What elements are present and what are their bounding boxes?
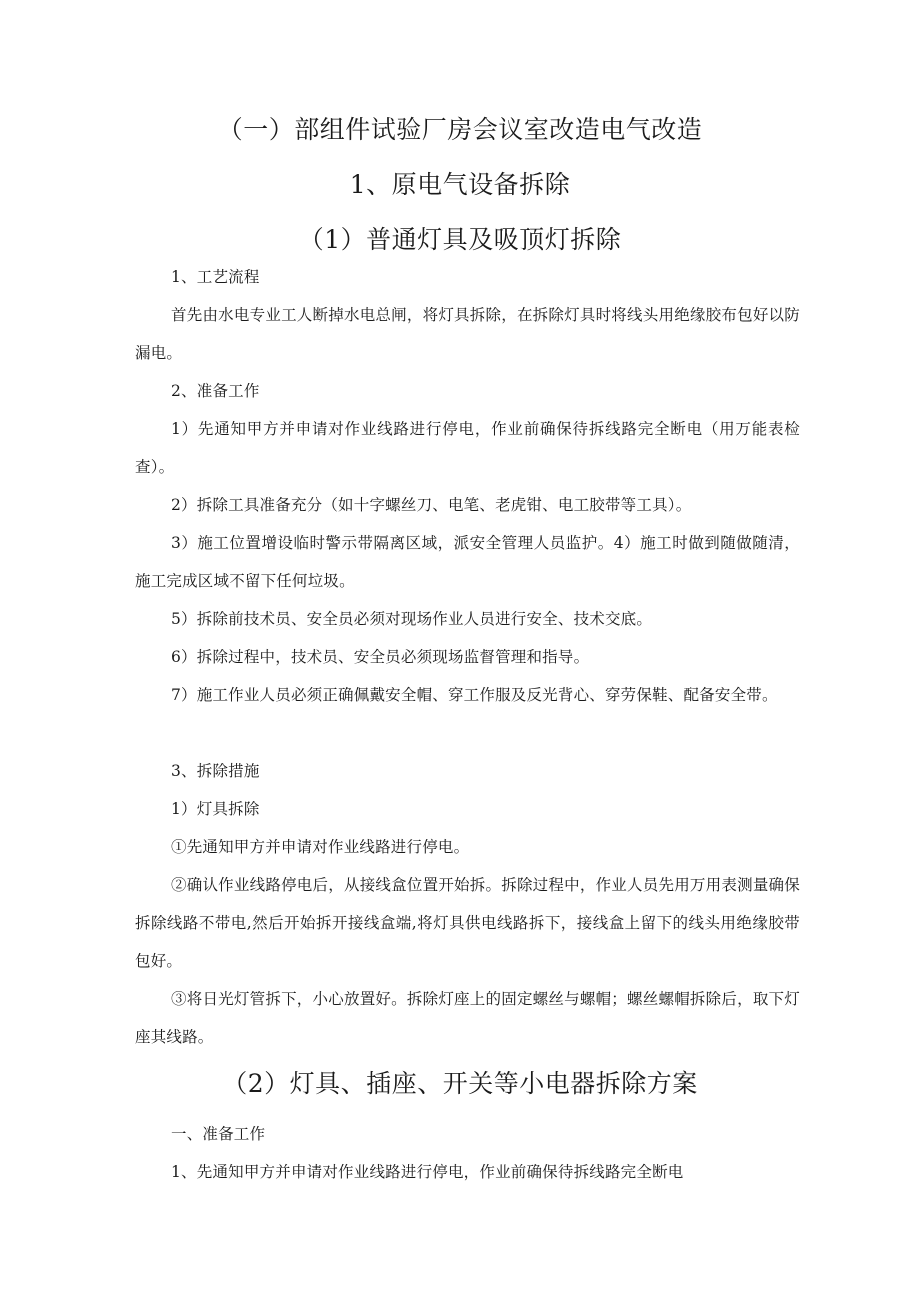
paragraph-measures-title: 3、拆除措施 bbox=[171, 762, 260, 780]
paragraph-process-body: 首先由水电专业工人断掉水电总闸，将灯具拆除，在拆除灯具时将线头用绝缘胶布包好以防漏电。 bbox=[135, 306, 800, 362]
item-heading: （1）普通灯具及吸顶灯拆除 bbox=[298, 225, 622, 254]
subsection-heading: 1、原电气设备拆除 bbox=[349, 170, 571, 199]
paragraph-prep-3-4: 3）施工位置增设临时警示带隔离区域，派安全管理人员监护。4）施工时做到随做随清，施工完成区域不留下任何垃圾。 bbox=[135, 534, 800, 590]
paragraph-prep-6: 6）拆除过程中，技术员、安全员必须现场监督管理和指导。 bbox=[171, 648, 590, 666]
paragraph-prep-title: 2、准备工作 bbox=[171, 382, 260, 400]
item-heading-2: （2）灯具、插座、开关等小电器拆除方案 bbox=[222, 1069, 698, 1098]
paragraph-step-1: ①先通知甲方并申请对作业线路进行停电。 bbox=[171, 838, 470, 856]
paragraph-prep-1: 1）先通知甲方并申请对作业线路进行停电，作业前确保待拆线路完全断电（用万能表检查）。 bbox=[135, 420, 800, 476]
paragraph-prep-5: 5）拆除前技术员、安全员必须对现场作业人员进行安全、技术交底。 bbox=[171, 610, 653, 628]
section-heading: （一）部组件试验厂房会议室改造电气改造 bbox=[217, 115, 703, 144]
paragraph-prep-title-2: 一、准备工作 bbox=[171, 1125, 266, 1143]
paragraph-lamp-removal: 1）灯具拆除 bbox=[171, 800, 260, 818]
paragraph-step-3: ③将日光灯管拆下，小心放置好。拆除灯座上的固定螺丝与螺帽；螺丝螺帽拆除后，取下灯座其线路。 bbox=[135, 990, 800, 1046]
paragraph-prep-item-1: 1、先通知甲方并申请对作业线路进行停电，作业前确保待拆线路完全断电 bbox=[171, 1163, 684, 1181]
paragraph-step-2: ②确认作业线路停电后，从接线盒位置开始拆。拆除过程中，作业人员先用万用表测量确保拆除线路不带电,然后开始拆开接线盒端,将灯具供电线路拆下，接线盒上留下的线头用绝缘胶带包好。 bbox=[135, 876, 800, 970]
paragraph-prep-2: 2）拆除工具准备充分（如十字螺丝刀、电笔、老虎钳、电工胶带等工具）。 bbox=[171, 496, 692, 514]
paragraph-process-title: 1、工艺流程 bbox=[171, 268, 260, 286]
paragraph-prep-7: 7）施工作业人员必须正确佩戴安全帽、穿工作服及反光背心、穿劳保鞋、配备安全带。 bbox=[171, 686, 778, 704]
